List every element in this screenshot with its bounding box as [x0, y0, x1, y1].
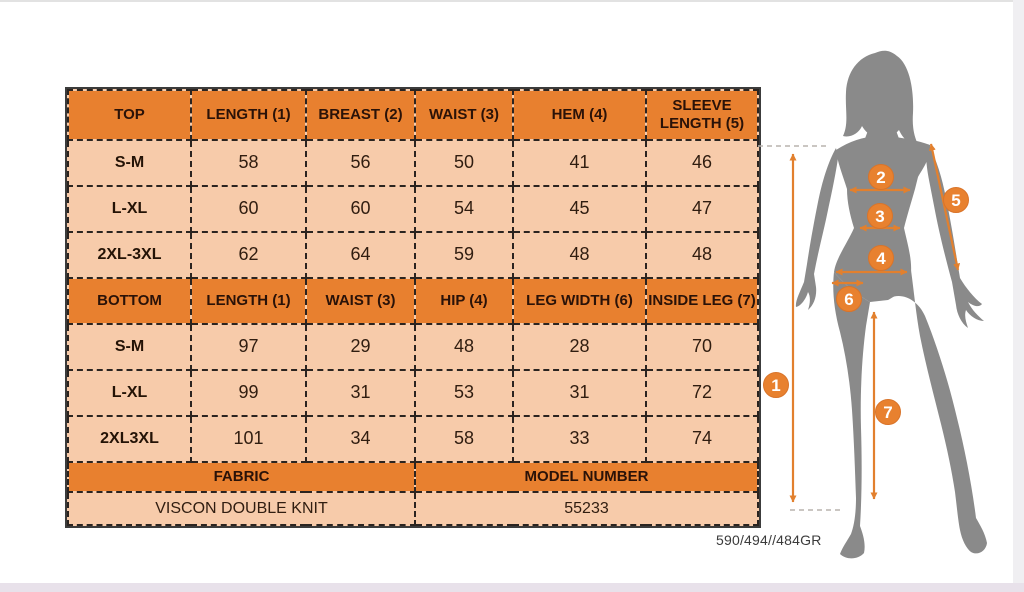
marker-badge-3	[868, 204, 893, 229]
value-cell: 28	[513, 324, 646, 370]
marker-badge-1	[764, 373, 789, 398]
value-cell: 60	[191, 186, 306, 232]
marker-badge-6	[837, 287, 862, 312]
model-number-value-cell: 55233	[415, 492, 758, 525]
value-cell: 97	[191, 324, 306, 370]
value-cell: 33	[513, 416, 646, 462]
value-cell: 64	[306, 232, 415, 278]
fabric-header-cell: FABRIC	[68, 462, 415, 492]
value-cell: 48	[646, 232, 758, 278]
column-header-breast: BREAST (2)	[306, 90, 415, 140]
value-cell: 99	[191, 370, 306, 416]
value-cell: 48	[513, 232, 646, 278]
value-cell: 31	[513, 370, 646, 416]
value-cell: 101	[191, 416, 306, 462]
woman-silhouette	[796, 51, 987, 559]
table-row	[68, 370, 758, 416]
column-header-length: LENGTH (1)	[191, 278, 306, 324]
bottom-header-row	[68, 278, 758, 324]
value-cell: 60	[306, 186, 415, 232]
value-cell: 72	[646, 370, 758, 416]
size-chart-container	[65, 87, 761, 528]
value-cell: 46	[646, 140, 758, 186]
marker-badge-4	[869, 246, 894, 271]
fabric-model-header-row	[68, 462, 758, 492]
marker-number: 7	[883, 403, 893, 422]
model-number-header-cell: MODEL NUMBER	[415, 462, 758, 492]
marker-badge-7	[876, 400, 901, 425]
column-header-waist: WAIST (3)	[415, 90, 513, 140]
value-cell: 34	[306, 416, 415, 462]
marker-number: 1	[771, 376, 781, 395]
bottom-edge-strip	[0, 583, 1024, 592]
value-cell: 56	[306, 140, 415, 186]
value-cell: 58	[191, 140, 306, 186]
value-cell: 47	[646, 186, 758, 232]
size-chart-table	[67, 89, 759, 526]
size-label-cell: S-M	[68, 324, 191, 370]
column-header-sleeve-length: SLEEVE LENGTH (5)	[646, 90, 758, 140]
fabric-value-cell: VISCON DOUBLE KNIT	[68, 492, 415, 525]
size-label-cell: S-M	[68, 140, 191, 186]
marker-number: 6	[844, 290, 854, 309]
table-row	[68, 140, 758, 186]
fabric-model-value-row	[68, 492, 758, 525]
marker-badge-2	[869, 165, 894, 190]
column-header-top: TOP	[68, 90, 191, 140]
value-cell: 53	[415, 370, 513, 416]
value-cell: 48	[415, 324, 513, 370]
column-header-bottom: BOTTOM	[68, 278, 191, 324]
table-row	[68, 416, 758, 462]
value-cell: 70	[646, 324, 758, 370]
size-label-cell: 2XL-3XL	[68, 232, 191, 278]
marker-number: 5	[951, 191, 961, 210]
value-cell: 31	[306, 370, 415, 416]
table-row	[68, 232, 758, 278]
marker-badge-5	[944, 188, 969, 213]
value-cell: 74	[646, 416, 758, 462]
marker-number: 4	[876, 249, 886, 268]
value-cell: 54	[415, 186, 513, 232]
value-cell: 41	[513, 140, 646, 186]
silhouette-left-leg	[833, 272, 870, 558]
size-label-cell: 2XL3XL	[68, 416, 191, 462]
value-cell: 62	[191, 232, 306, 278]
column-header-inside-leg: INSIDE LEG (7)	[646, 278, 758, 324]
silhouette-left-arm	[796, 148, 838, 310]
column-header-hem: HEM (4)	[513, 90, 646, 140]
value-cell: 50	[415, 140, 513, 186]
value-cell: 58	[415, 416, 513, 462]
size-label-cell: L-XL	[68, 370, 191, 416]
top-edge-strip	[0, 0, 1024, 2]
value-cell: 45	[513, 186, 646, 232]
table-row	[68, 324, 758, 370]
column-header-hip: HIP (4)	[415, 278, 513, 324]
column-header-length: LENGTH (1)	[191, 90, 306, 140]
marker-number: 2	[876, 168, 886, 187]
product-code-text: 590/494//484GR	[716, 532, 822, 548]
table-row	[68, 186, 758, 232]
value-cell: 59	[415, 232, 513, 278]
column-header-leg-width: LEG WIDTH (6)	[513, 278, 646, 324]
measurement-figure	[750, 20, 1020, 575]
top-header-row	[68, 90, 758, 140]
column-header-waist: WAIST (3)	[306, 278, 415, 324]
size-label-cell: L-XL	[68, 186, 191, 232]
value-cell: 29	[306, 324, 415, 370]
silhouette-right-arm	[926, 144, 984, 328]
marker-number: 3	[875, 207, 885, 226]
